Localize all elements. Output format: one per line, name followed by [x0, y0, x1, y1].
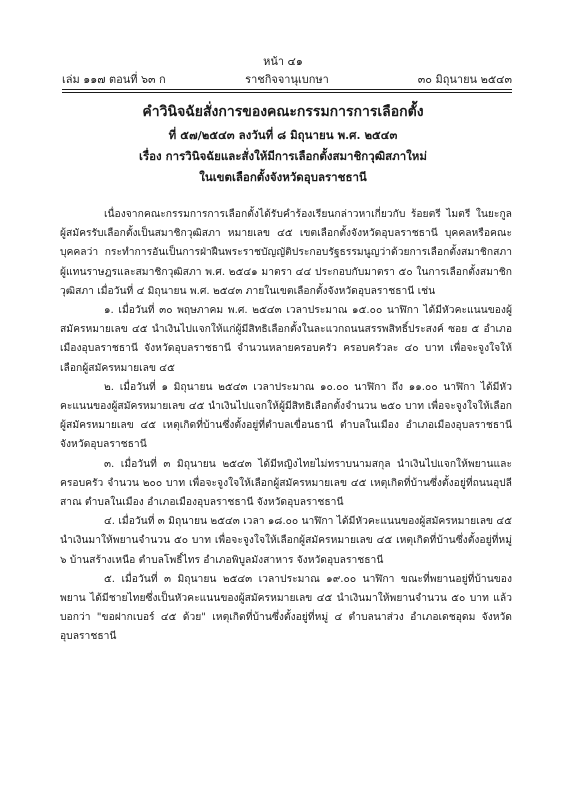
document-subject: เรื่อง การวินิจฉัยและสั่งให้มีการเลือกตั้งสมาชิกวุฒิสภาใหม่	[139, 149, 427, 163]
document-body	[60, 205, 512, 647]
body-paragraph-2: ๒. เมื่อวันที่ ๑ มิถุนายน ๒๕๔๓ เวลาประมาณ ๑๐.๐๐ นาฬิกา ถึง ๑๑.๐๐ นาฬิกา ได้มีหัวคะแนนของผู้สมัครหมายเลข ๔๕ นำเงินไปแจกให้ผู้มีสิทธิเลือกตั้งจำนวน ๒๕๐ บาท เพื่อจะจูงใจให้เลือกผู้สมัครหมายเลข ๔๕ เหตุเกิดที่บ้านซึ่งตั้งอยู่ที่ตำบลเขื่อนธานี ตำบลในเมือง อำเภอเมืองอุบลราชธานี จังหวัดอุบลราชธานี	[60, 380, 512, 451]
body-paragraph-intro: เนื่องจากคณะกรรมการการเลือกตั้งได้รับคำร้องเรียนกล่าวหาเกี่ยวกับ ร้อยตรี ไมตรี ในยะกูล ผู้สมัครรับเลือกตั้งเป็นสมาชิกวุฒิสภา หมายเลข ๔๕ เขตเลือกตั้งจังหวัดอุบลราชธานี บุคคลหรือคณะบุคคลว่า กระทำการอันเป็นการฝ่าฝืนพระราชบัญญัติประกอบรัฐธรรมนูญว่าด้วยการเลือกตั้งสมาชิกสภาผู้แทนราษฎรและสมาชิกวุฒิสภา พ.ศ. ๒๕๔๑ มาตรา ๔๔ ประกอบกับมาตรา ๕๐ ในการเลือกตั้งสมาชิกวุฒิสภา เมื่อวันที่ ๔ มิถุนายน พ.ศ. ๒๕๔๓ ภายในเขตเลือกตั้งจังหวัดอุบลราชธานี เช่น	[60, 208, 512, 297]
publication-date: ๓๐ มิถุนายน ๒๕๔๓	[417, 73, 512, 86]
gazette-header	[62, 70, 512, 86]
body-paragraph-3: ๓. เมื่อวันที่ ๓ มิถุนายน ๒๕๔๓ ได้มีหญิงไทยไม่ทราบนามสกุล นำเงินไปแจกให้พยานและครอบครัว จำนวน ๒๐๐ บาท เพื่อจะจูงใจให้เลือกผู้สมัครหมายเลข ๔๕ เหตุเกิดที่บ้านซึ่งตั้งอยู่ที่ถนนอุปลีสาณ ตำบลในเมือง อำเภอเมืองอุบลราชธานี จังหวัดอุบลราชธานี	[60, 457, 512, 509]
publication-name: ราชกิจจานุเบกษา	[245, 73, 329, 86]
body-paragraph-5: ๕. เมื่อวันที่ ๓ มิถุนายน ๒๕๔๓ เวลาประมาณ ๑๙.๐๐ นาฬิกา ขณะที่พยานอยู่ที่บ้านของพยาน ได้มีชายไทยซึ่งเป็นหัวคะแนนของผู้สมัครหมายเลข ๔๕ นำเงินมาให้พยานจำนวน ๕๐ บาท แล้วบอกว่า "ขอฝากเบอร์ ๔๕ ด้วย" เหตุเกิดที่บ้านซึ่งตั้งอยู่ที่หมู่ ๔ ตำบลนาส่วง อำเภอเดชอุดม จังหวัดอุบลราชธานี	[60, 572, 512, 643]
body-paragraph-1: ๑. เมื่อวันที่ ๓๐ พฤษภาคม พ.ศ. ๒๕๔๓ เวลาประมาณ ๑๕.๐๐ นาฬิกา ได้มีหัวคะแนนของผู้สมัครหมายเลข ๔๕ นำเงินไปแจกให้แก่ผู้มีสิทธิเลือกตั้งในละแวกถนนสรรพสิทธิ์ประสงค์ ซอย ๕ อำเภอเมืองอุบลราชธานี จังหวัดอุบลราชธานี จำนวนหลายครอบครัว ครอบครัวละ ๔๐ บาท เพื่อจะจูงใจให้เลือกผู้สมัครหมายเลข ๔๕	[60, 304, 512, 374]
body-paragraph-4: ๔. เมื่อวันที่ ๓ มิถุนายน ๒๕๔๓ เวลา ๑๘.๐๐ นาฬิกา ได้มีหัวคะแนนของผู้สมัครหมายเลข ๔๕ นำเงินมาให้พยานจำนวน ๕๐ บาท เพื่อจะจูงใจให้เลือกผู้สมัครหมายเลข ๔๕ เหตุเกิดที่บ้านซึ่งตั้งอยู่ที่หมู่ ๖ บ้านสร้างเหนือ ตำบลโพธิ์ไทร อำเภอพิบูลมังสาหาร จังหวัดอุบลราชธานี	[60, 515, 512, 566]
document-subject-continued: ในเขตเลือกตั้งจังหวัดอุบลราชธานี	[199, 170, 367, 184]
document-title: คำวินิจฉัยสั่งการของคณะกรรมการการเลือกตั้ง	[142, 104, 424, 120]
volume-issue: เล่ม ๑๑๗ ตอนที่ ๖๓ ก	[62, 73, 166, 86]
document-number: ที่ ๕๗/๒๕๔๓ ลงวันที่ ๘ มิถุนายน พ.ศ. ๒๕๔๓	[168, 128, 398, 142]
page-number: หน้า ๔๑	[263, 55, 303, 68]
header-rule-top	[62, 89, 512, 90]
header-rule-bottom	[62, 92, 512, 93]
